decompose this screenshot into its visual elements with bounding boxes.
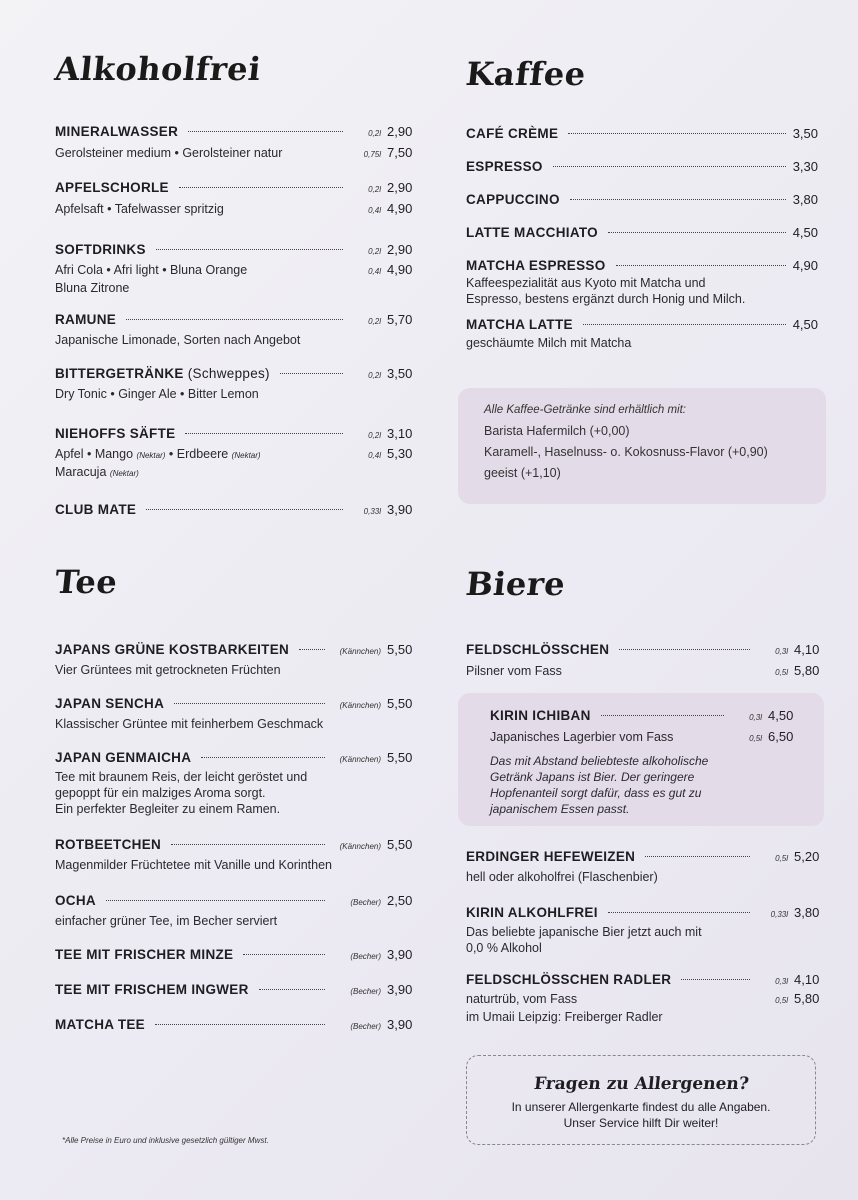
dot-leader [583, 324, 786, 325]
item-name: JAPAN SENCHA [55, 696, 165, 711]
item-desc: im Umaii Leipzig: Freiberger Radler [466, 1010, 663, 1024]
menu-item [466, 970, 818, 1025]
menu-item [55, 640, 411, 680]
kaffee-options-intro: Alle Kaffee-Getränke sind erhältlich mit: [484, 404, 686, 416]
dot-leader [608, 912, 750, 913]
item-name: TEE MIT FRISCHER MINZE [55, 947, 234, 962]
menu-item [55, 310, 411, 350]
item-price: 5,70 [387, 312, 413, 327]
item-name: MATCHA TEE [55, 1017, 145, 1032]
item-qty: 0,2l [368, 431, 381, 440]
item-desc: Pilsner vom Fass [466, 664, 562, 678]
menu-item [55, 694, 411, 734]
item-price: 3,90 [387, 982, 413, 997]
dot-leader [681, 979, 750, 980]
item-unit: (Becher) [350, 898, 381, 907]
item-name: ERDINGER HEFEWEIZEN [466, 849, 636, 864]
item-price: 3,80 [792, 192, 818, 207]
item-price: 2,90 [387, 180, 413, 195]
item-desc: Apfelsaft • Tafelwasser spritzig [55, 202, 224, 216]
item-name: BITTERGETRÄNKE (Schweppes) [55, 366, 270, 381]
menu-item [466, 223, 818, 242]
item-price: 4,90 [387, 201, 413, 216]
item-name: MINERALWASSER [55, 124, 179, 139]
tee-list [55, 640, 411, 1050]
item-price: 3,50 [387, 366, 413, 381]
item-qty: 0,5l [775, 668, 788, 677]
item-price: 3,90 [387, 502, 413, 517]
alkoholfrei-list [55, 122, 411, 535]
item-qty: 0,5l [749, 734, 762, 743]
menu-item [55, 240, 411, 296]
item-unit: (Kännchen) [339, 842, 381, 851]
item-unit: (Becher) [350, 1022, 381, 1031]
item-desc: einfacher grüner Tee, im Becher serviert [55, 914, 278, 928]
dot-leader [601, 715, 724, 716]
menu-item [490, 706, 792, 817]
section-biere [466, 565, 818, 603]
item-desc: Magenmilder Früchtetee mit Vanille und Korinthen [55, 858, 332, 872]
item-price: 5,30 [387, 446, 413, 461]
section-title-alkoholfrei: Alkoholfrei [53, 50, 263, 88]
item-price: 4,90 [792, 258, 818, 273]
item-desc: Afri Cola • Afri light • Bluna Orange [55, 263, 248, 277]
item-desc: Japanische Limonade, Sorten nach Angebot [55, 333, 301, 347]
dot-leader [126, 319, 343, 320]
dot-leader [174, 703, 325, 704]
dot-leader [608, 232, 786, 233]
item-qty: 0,2l [368, 129, 381, 138]
dot-leader [188, 131, 343, 132]
item-price: 4,90 [387, 262, 413, 277]
item-name: NIEHOFFS SÄFTE [55, 426, 176, 441]
kaffee-options-box [458, 388, 826, 504]
item-price: 3,30 [792, 159, 818, 174]
item-price: 4,10 [794, 972, 820, 987]
item-desc: Das beliebte japanische Bier jetzt auch mit 0,0 % Alkohol [466, 925, 702, 955]
item-price: 2,50 [387, 893, 413, 908]
dot-leader [553, 166, 786, 167]
item-name: ESPRESSO [466, 159, 543, 174]
kaffee-option: Barista Hafermilch (+0,00) [484, 424, 630, 438]
item-name: JAPAN GENMAICHA [55, 750, 192, 765]
item-price: 3,80 [794, 905, 820, 920]
item-price: 3,90 [387, 1017, 413, 1032]
dot-leader [280, 373, 343, 374]
item-desc: Klassischer Grüntee mit feinherbem Geschmack [55, 717, 324, 731]
menu-item [55, 1015, 411, 1036]
biere-list [466, 847, 818, 1039]
menu-item [466, 640, 818, 682]
item-price: 5,50 [387, 837, 413, 852]
item-name: FELDSCHLÖSSCHEN [466, 642, 610, 657]
item-qty: 0,3l [775, 977, 788, 986]
dot-leader [156, 249, 343, 250]
item-unit: (Kännchen) [339, 647, 381, 656]
item-desc: Vier Grüntees mit getrockneten Früchten [55, 663, 281, 677]
item-qty: 0,3l [749, 713, 762, 722]
item-price: 3,90 [387, 947, 413, 962]
item-qty: 0,33l [770, 910, 788, 919]
kirin-ichiban-box [458, 693, 824, 826]
item-unit: (Kännchen) [339, 701, 381, 710]
item-price: 5,80 [794, 991, 820, 1006]
item-price: 2,90 [387, 242, 413, 257]
item-price: 4,50 [768, 708, 794, 723]
item-qty: 0,2l [368, 371, 381, 380]
item-price: 2,90 [387, 124, 413, 139]
kaffee-option: geeist (+1,10) [484, 466, 561, 480]
item-desc: hell oder alkoholfrei (Flaschenbier) [466, 870, 658, 884]
menu-item [466, 256, 818, 307]
menu-item [466, 315, 818, 353]
dot-leader [299, 649, 325, 650]
section-tee [55, 563, 411, 601]
item-qty: 0,4l [368, 206, 381, 215]
dot-leader [645, 856, 750, 857]
item-name: JAPANS GRÜNE KOSTBARKEITEN [55, 642, 290, 657]
item-name: LATTE MACCHIATO [466, 225, 598, 240]
item-desc: Apfel • Mango (Nektar) • Erdbeere (Nektar) [55, 447, 261, 461]
item-desc: Dry Tonic • Ginger Ale • Bitter Lemon [55, 387, 259, 401]
item-price: 5,20 [794, 849, 820, 864]
item-desc: Tee mit braunem Reis, der leicht geröstet und gepoppt für ein malziges Aroma sorgt. Ein perfekter Begleiter zu einem Ramen. [55, 770, 308, 816]
item-name: OCHA [55, 893, 96, 908]
item-price: 4,10 [794, 642, 820, 657]
dot-leader [619, 649, 750, 650]
item-price: 5,50 [387, 750, 413, 765]
menu-item [55, 891, 411, 931]
menu-item [55, 424, 411, 482]
kaffee-option: Karamell-, Haselnuss- o. Kokosnuss-Flavor (+0,90) [484, 445, 768, 459]
item-qty: 0,2l [368, 185, 381, 194]
dot-leader [155, 1024, 325, 1025]
allergen-info-box [466, 1055, 816, 1145]
menu-item [55, 748, 411, 817]
item-qty: 0,5l [775, 996, 788, 1005]
item-name: MATCHA LATTE [466, 317, 573, 332]
menu-item [55, 364, 411, 404]
item-price: 6,50 [768, 729, 794, 744]
item-unit: (Kännchen) [339, 755, 381, 764]
item-qty: 0,2l [368, 247, 381, 256]
item-qty: 0,4l [368, 267, 381, 276]
menu-item [466, 190, 818, 209]
price-footnote: *Alle Preise in Euro und inklusive gesetzlich gültiger Mwst. [62, 1136, 269, 1145]
biere-feldschloesschen [466, 640, 818, 696]
section-title-kaffee: Kaffee [464, 55, 588, 93]
item-desc: naturtrüb, vom Fass [466, 992, 578, 1006]
item-price: 5,80 [794, 663, 820, 678]
section-alkoholfrei [55, 50, 411, 88]
item-price: 4,50 [792, 317, 818, 332]
section-kaffee [466, 55, 818, 93]
menu-item [466, 157, 818, 176]
kirin-note: Das mit Abstand beliebteste alkoholische Getränk Japans ist Bier. Der geringere Hopfenanteil sorgt dafür, dass es gut zu japanischem Essen passt. [490, 754, 709, 816]
dot-leader [201, 757, 325, 758]
dot-leader [243, 954, 325, 955]
dot-leader [185, 433, 343, 434]
item-qty: 0,5l [775, 854, 788, 863]
item-name: CAPPUCCINO [466, 192, 560, 207]
item-qty: 0,4l [368, 451, 381, 460]
item-price: 3,10 [387, 426, 413, 441]
menu-item [55, 122, 411, 164]
allergen-title: Fragen zu Allergenen? [532, 1074, 750, 1094]
item-name: APFELSCHORLE [55, 180, 169, 195]
dot-leader [179, 187, 343, 188]
section-title-tee: Tee [53, 563, 120, 601]
item-qty: 0,2l [368, 317, 381, 326]
item-price: 4,50 [792, 225, 818, 240]
item-name: TEE MIT FRISCHEM INGWER [55, 982, 249, 997]
item-qty: 0,3l [775, 647, 788, 656]
item-name: SOFTDRINKS [55, 242, 146, 257]
kaffee-list [466, 124, 818, 367]
menu-item [55, 980, 411, 1001]
item-name: CLUB MATE [55, 502, 137, 517]
item-name: KIRIN ICHIBAN [490, 708, 591, 723]
dot-leader [616, 265, 786, 266]
item-price: 5,50 [387, 642, 413, 657]
item-desc: Japanisches Lagerbier vom Fass [490, 730, 674, 744]
dot-leader [106, 900, 325, 901]
menu-item [55, 500, 411, 521]
item-name: KIRIN ALKOHLFREI [466, 905, 598, 920]
item-name: MATCHA ESPRESSO [466, 258, 606, 273]
item-desc: Gerolsteiner medium • Gerolsteiner natur [55, 146, 283, 160]
item-name: RAMUNE [55, 312, 117, 327]
item-qty: 0,33l [363, 507, 381, 516]
menu-item [55, 945, 411, 966]
menu-item [466, 847, 818, 887]
menu-item [466, 124, 818, 143]
item-price: 5,50 [387, 696, 413, 711]
section-title-biere: Biere [464, 565, 568, 603]
dot-leader [568, 133, 786, 134]
item-desc: geschäumte Milch mit Matcha [466, 336, 632, 350]
dot-leader [171, 844, 325, 845]
item-name: CAFÉ CRÈME [466, 126, 559, 141]
item-unit: (Becher) [350, 987, 381, 996]
dot-leader [259, 989, 325, 990]
item-desc: Kaffeespezialität aus Kyoto mit Matcha und Espresso, bestens ergänzt durch Honig und Milch. [466, 276, 746, 306]
menu-item [466, 903, 818, 956]
item-unit: (Becher) [350, 952, 381, 961]
allergen-text: In unserer Allergenkarte findest du alle Angaben. Unser Service hilft Dir weiter! [511, 1100, 771, 1130]
item-name: ROTBEETCHEN [55, 837, 162, 852]
item-price: 3,50 [792, 126, 818, 141]
item-qty: 0,75l [363, 150, 381, 159]
menu-item [55, 835, 411, 875]
item-name: FELDSCHLÖSSCHEN RADLER [466, 972, 672, 987]
item-desc: Maracuja (Nektar) [55, 465, 139, 479]
menu-item [55, 178, 411, 220]
item-desc: Bluna Zitrone [55, 281, 130, 295]
item-price: 7,50 [387, 145, 413, 160]
dot-leader [570, 199, 786, 200]
dot-leader [146, 509, 343, 510]
